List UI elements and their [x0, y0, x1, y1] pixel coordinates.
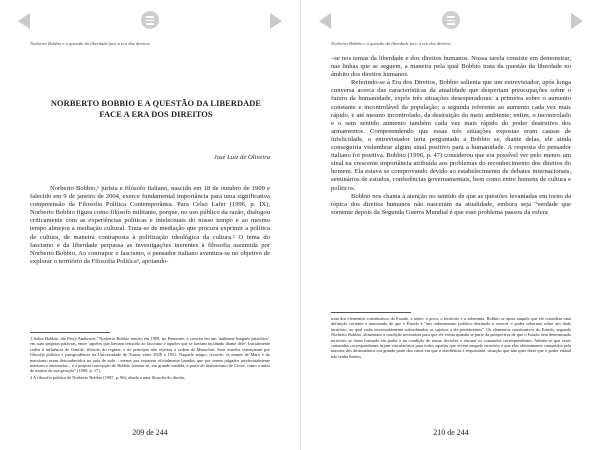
- chapter-title: NORBERTO BOBBIO E A QUESTÃO DA LIBERDADE FACE A ERA DOS DIREITOS: [50, 99, 262, 119]
- paragraph: –se nos temas da liberdade e dos direitos humanos. Nossa tarefa consiste em demonstrar, nas linhas que se seguem, a maneira pela qual Bobbio trata da questão da liberdade no âmbito dos direitos humanos.: [331, 55, 571, 79]
- author-name: José Luiz de Oliveira: [213, 154, 270, 161]
- right-body-text: [331, 55, 571, 217]
- previous-page-arrow-icon[interactable]: [319, 13, 331, 29]
- right-footnote: [331, 316, 571, 360]
- running-head: Norberto Bobbio e a questão da liberdade face a era dos direitos: [331, 41, 451, 46]
- page-number: 210 de 244: [433, 428, 469, 437]
- paragraph: Norberto Bobbio,¹ jurista e filósofo italiano, nascido em 18 de outubro de 1909 e falecido em 9 de janeiro de 2004, exerce fundamental importância para uma significativa compreensão da Filosofia Política Contemporânea. Para Celso Lafer (1996, p. IX), Norberto Bobbio figura como filósofo militante, porque, no uso público da razão, dialogou criticamente com as experiências políticas e intelectuais do nosso tempo e ao mesmo tempo almejou a mediação cultural. Trata-se de mediação que procura exprimir a política de cultura, de maneira contraposta à politização ideológica da cultura.² O tema do fascismo e da liberdade perpassa as investigações inerentes à filosofia assumida por Norberto Bobbio. Ao contrapor o fascismo, o pensador italiano aventura-se no objetivo de explorar o território da Filosofia Política³, apoiando-: [30, 185, 270, 265]
- right-nav-bar: [301, 9, 600, 33]
- left-nav-bar: [0, 9, 300, 33]
- footnote: 2 A filosofia política de Norberto Bobbio (1987, p. 96), aliada a uma filosofia do direito,: [30, 374, 186, 380]
- next-page-arrow-icon[interactable]: [270, 13, 282, 29]
- menu-icon[interactable]: [141, 11, 159, 29]
- next-page-arrow-icon[interactable]: [571, 13, 583, 29]
- menu-icon[interactable]: [442, 11, 460, 29]
- footnote: trata dos elementos constitutivos do Estado, a saber: o povo, o território e a soberania. Bobbio se apoia naquilo que ele considera uma definição corrente e autorizada de que o Estado é "um ordenamento jurídico destinado a exercer o poder soberano sobre um dado território, ao qual estão necessariamente subordinados os sujeitos a ele pertencentes". Os elementos constitutivos do Estado, segundo Norberto Bobbio, alimentam a condição necessária para que ele exista quando se parte da perspectiva de que o Estado sem determinado território se torna formado em poder e na condição de tomar decisões e encarar os comandos correspondentes. Admite-se que esses comandos correspondentes sejam vinculatórios para todos aqueles que vivem naquele território e que eles efetivamente cumpridos pela maioria dos destinatários em grande parte dos casos em que a obediência é requisitada, situação que não quer dizer que o poder estatal não tenha limites.: [331, 316, 571, 359]
- left-footnotes: [30, 336, 270, 381]
- footnote-rule: [331, 312, 411, 313]
- previous-page-arrow-icon[interactable]: [18, 13, 30, 29]
- footnote-rule: [30, 332, 110, 333]
- page-number: 209 de 244: [132, 428, 168, 437]
- left-body-text: [30, 185, 270, 266]
- paragraph: Referindo-se à Era dos Direitos, Bobbio salienta que um entrevistador, após longa conversa acerca das características da atualidade que despertam preocupações sobre o futuro da humanidade, expôs três situações desesperadoras: a primeira sobre o aumento constante e incontrolável da população; a segunda referente ao aumento cada vez mais rápido, e até mesmo incontrolado, da destruição do meio ambiente; enfim, o incontrolado e o sem sentido aumento também cada vez mais rápido do poder destrutivo dos armamentos. Compreendendo que essas três situações expostas eram causas de infelicidade, o entrevistador teria perguntado a Bobbio se, diante delas, ele ainda conseguiria vislumbrar algum sinal positivo para a humanidade. A resposta do pensador italiano foi positiva. Bobbio (1996, p. 47) considerou que era possível ver pelo menos um sinal na crescente importância atribuída aos problemas do reconhecimento dos direitos do homem. Ela estava se comprovando devido ao estabelecimento de debates internacionais, seminários de estudos, conferências governamentais, bem como entre homens de cultura e políticos.: [331, 79, 571, 192]
- footnote: 1 Sobre Bobbio, diz Perry Anderson: "Norberto Bobbio nasceu em 1909, no Piemonte, e cresceu em um 'ambiente burguês patriótico', em suas próprias palavras, entre 'aqueles que haviam resistido ao fascismo e aqueles que se haviam inclinado diante dele'. Inicialmente cedeu à influência de Gentile, filósofo do regime, e no princípio não rejeitou a ordem de Mussolini. Seus estudos começaram por filosofia política e jurisprudência na Universidade de Turim, entre 1928 e 1931. Naquele tempo, recordo, os nomes de Marx e do marxismo eram desconhecidos na aula de aula – menos por restarem oficialmente banidos que por serem julgados intelectualmente menores e enterrados – e a própria concepção de Bobbio formou-se, em grande medida, a partir do historicismo de Croce, como a aulas de muitos de sua geração" (1989, p. 17).: [30, 336, 270, 374]
- paragraph: Bobbio nos chama à atenção no sentido de que as questões levantadas em torno da tópica dos direitos humanos não nasceram na atualidade, embora seja "verdade que somente depois da Segunda Guerra Mundial é que esse problema passou da esfera: [331, 192, 571, 216]
- right-page: [300, 0, 600, 450]
- running-head: Norberto Bobbio e a questão da liberdade face a era dos direitos: [30, 41, 150, 46]
